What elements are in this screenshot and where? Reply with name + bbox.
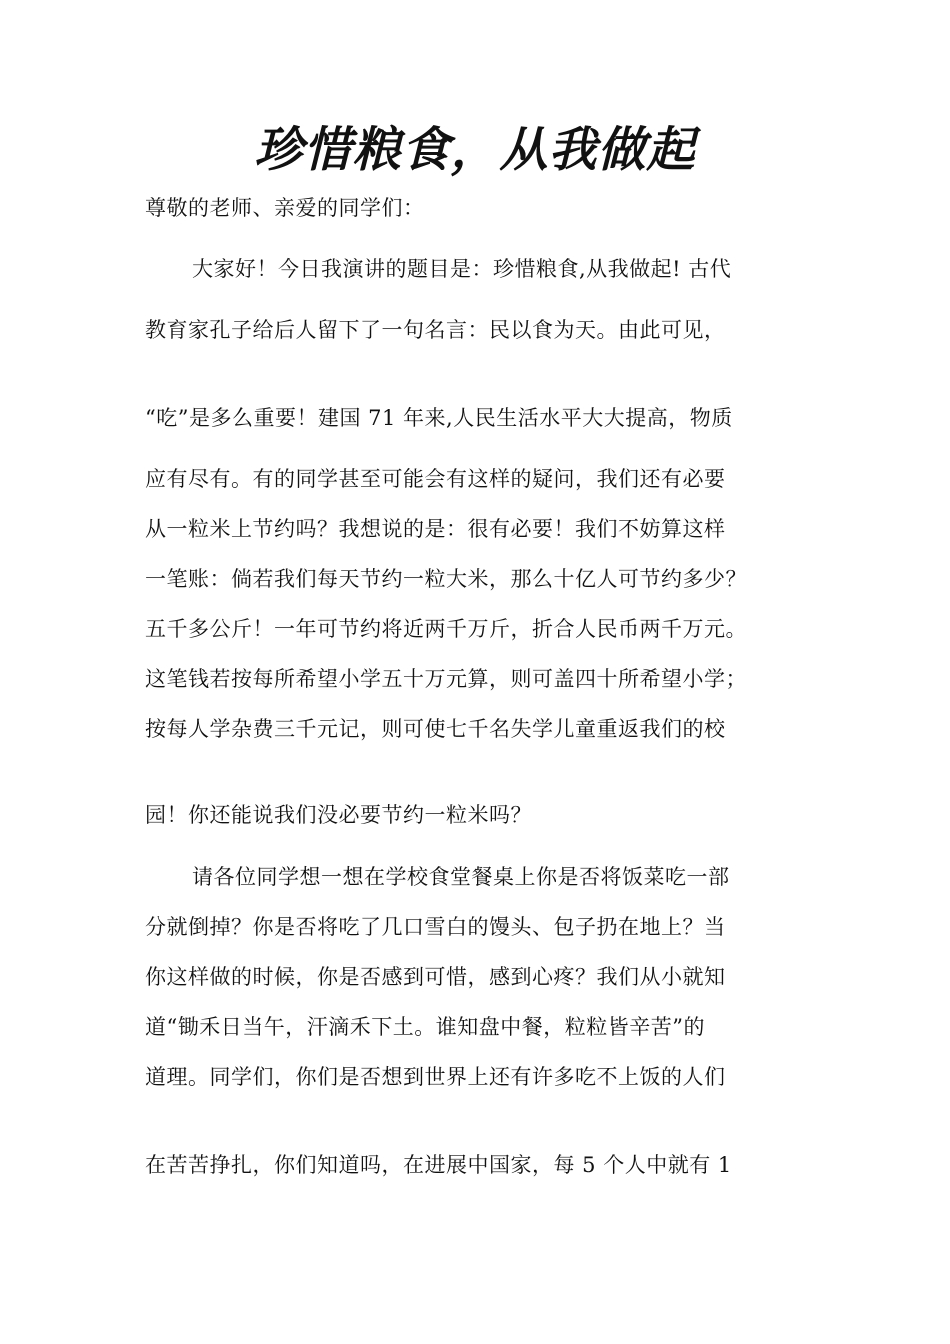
paragraph-line: 园！你还能说我们没必要节约一粒米吗？	[145, 803, 532, 827]
paragraph-line: 从一粒米上节约吗？我想说的是：很有必要！我们不妨算这样	[145, 517, 726, 541]
paragraph-line: “吃”是多么重要！建国 71 年来,人民生活水平大大提高，物质	[145, 406, 733, 430]
paragraph-line: 大家好！今日我演讲的题目是：珍惜粮食,从我做起! 古代	[192, 257, 732, 281]
paragraph-line: 在苦苦挣扎，你们知道吗，在进展中国家，每 5 个人中就有 1	[145, 1153, 732, 1177]
paragraph-line: 你这样做的时候，你是否感到可惜，感到心疼？我们从小就知	[145, 965, 726, 989]
paragraph-line: 道“锄禾日当午，汗滴禾下土。谁知盘中餐，粒粒皆辛苦”的	[145, 1015, 705, 1039]
paragraph-line: 一笔账：倘若我们每天节约一粒大米，那么十亿人可节约多少？	[145, 567, 747, 591]
salutation-line: 尊敬的老师、亲爱的同学们：	[145, 196, 425, 220]
paragraph-line: 道理。同学们，你们是否想到世界上还有许多吃不上饭的人们	[145, 1065, 726, 1089]
document-title: 珍惜粮食，从我做起	[254, 122, 696, 178]
paragraph-line: 应有尽有。有的同学甚至可能会有这样的疑问，我们还有必要	[145, 467, 726, 491]
paragraph-line: 五千多公斤！一年可节约将近两千万斤，折合人民币两千万元。	[145, 617, 747, 641]
paragraph-line: 教育家孔子给后人留下了一句名言：民以食为天。由此可见，	[145, 318, 726, 342]
paragraph-line: 这笔钱若按每所希望小学五十万元算，则可盖四十所希望小学；	[145, 667, 747, 691]
paragraph-line: 请各位同学想一想在学校食堂餐桌上你是否将饭菜吃一部	[192, 865, 730, 889]
paragraph-line: 按每人学杂费三千元记，则可使七千名失学儿童重返我们的校	[145, 717, 726, 741]
paragraph-line: 分就倒掉？你是否将吃了几口雪白的馒头、包子扔在地上？当	[145, 915, 726, 939]
